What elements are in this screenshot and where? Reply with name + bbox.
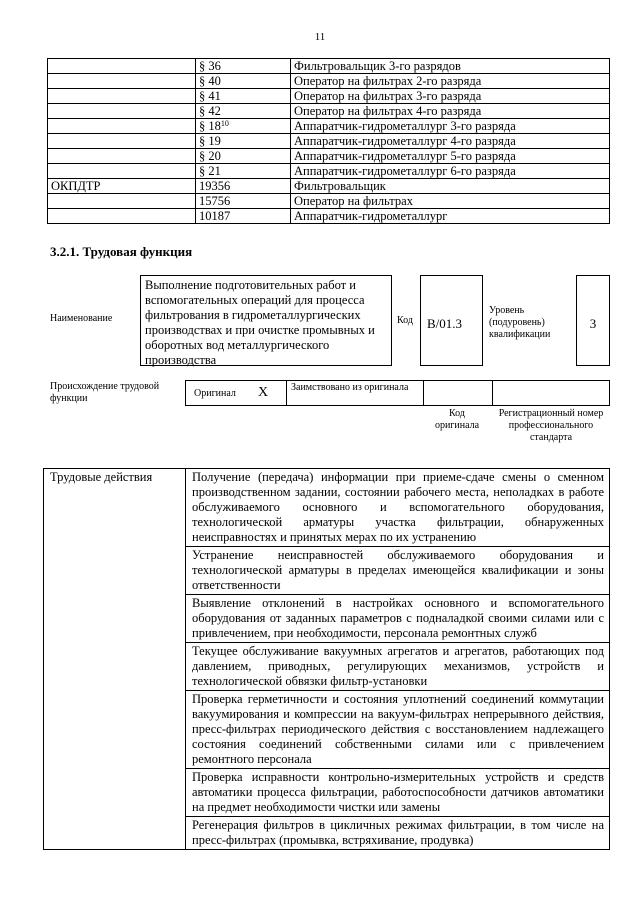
cell-text: 15756 <box>199 194 231 208</box>
cell-text: ОКПДТР <box>51 179 101 193</box>
cell-text: § 18 <box>199 119 221 133</box>
action-item: Проверка исправности контрольно-измерительных устройств и средств автоматики процесса фильтрации, работоспособности датчиков автоматики на предмет необходимости чистки или замены <box>186 769 610 817</box>
cell-text: § 20 <box>199 149 221 163</box>
cell-text: Аппаратчик-гидрометаллург <box>294 209 448 223</box>
code-cell <box>196 134 291 149</box>
cell-text: Оператор на фильтрах 4-го разряда <box>294 104 482 118</box>
cell-text: § 41 <box>199 89 221 103</box>
table-row <box>48 209 610 224</box>
classifier-cell <box>48 209 196 224</box>
code-cell <box>196 74 291 89</box>
title-cell <box>291 194 610 209</box>
cell-text: Фильтровальщик 3-го разрядов <box>294 59 461 73</box>
table-row <box>48 134 610 149</box>
code-cell <box>196 209 291 224</box>
title-cell <box>291 179 610 194</box>
title-cell <box>291 149 610 164</box>
page-number: 11 <box>314 31 326 43</box>
labour-actions-table <box>43 468 610 850</box>
cell-text: Оператор на фильтрах 2-го разряда <box>294 74 482 88</box>
level-box <box>576 275 610 366</box>
table-row <box>48 119 610 134</box>
cell-text: Оператор на фильтрах <box>294 194 413 208</box>
cell-text: § 42 <box>199 104 221 118</box>
code-box <box>420 275 483 366</box>
title-cell <box>291 209 610 224</box>
cell-text: 10187 <box>199 209 231 223</box>
action-item: Получение (передача) информации при приеме-сдаче смены о сменном производственном задании, состоянии рабочего места, неполадках в работе обслуживаемого основного и вспомогательного оборудования, технологической арматуры участка фильтрации, обнаруженных неисправностях и принятых мерах по их устранению <box>186 469 610 547</box>
code-cell <box>196 149 291 164</box>
code-cell <box>196 179 291 194</box>
classifier-cell <box>48 179 196 194</box>
code-cell <box>196 104 291 119</box>
code-cell <box>196 164 291 179</box>
code-cell <box>196 194 291 209</box>
origin-row <box>185 380 610 406</box>
title-cell <box>291 74 610 89</box>
classifier-cell <box>48 119 196 134</box>
function-name-text: Выполнение подготовительных работ и вспомогательных операций для процесса фильтрования в гидрометаллургических производствах и при очистке промывных и оборотных вод металлургического производства <box>145 278 375 367</box>
title-cell <box>291 134 610 149</box>
code-original-caption: Код оригинала <box>434 408 480 431</box>
cell-text: § 21 <box>199 164 221 178</box>
level-value: 3 <box>589 316 597 331</box>
function-name-box <box>140 275 392 366</box>
original-mark: X <box>258 385 269 400</box>
code-label: Код <box>397 315 413 326</box>
table-row <box>48 89 610 104</box>
cell-text: Аппаратчик-гидрометаллург 6-го разряда <box>294 164 516 178</box>
code-value: B/01.3 <box>427 316 463 331</box>
title-cell <box>291 119 610 134</box>
classifier-cell <box>48 104 196 119</box>
title-cell <box>291 89 610 104</box>
cell-text: Аппаратчик-гидрометаллург 3-го разряда <box>294 119 516 133</box>
cell-text: § 40 <box>199 74 221 88</box>
code-cell <box>196 89 291 104</box>
table-row <box>48 179 610 194</box>
cell-text: Аппаратчик-гидрометаллург 5-го разряда <box>294 149 516 163</box>
reg-number-caption: Регистрационный номер профессионального стандарта <box>498 408 604 443</box>
table-row <box>48 104 610 119</box>
title-cell <box>291 59 610 74</box>
action-item: Устранение неисправностей обслуживаемого оборудования и технологической арматуры в пределах имеющейся квалификации и зоны ответственности <box>186 547 610 595</box>
title-cell <box>291 164 610 179</box>
table-row <box>48 164 610 179</box>
classifier-cell <box>48 74 196 89</box>
table-row <box>48 194 610 209</box>
footnote-marker: 10 <box>220 119 229 128</box>
action-item: Текущее обслуживание вакуумных агрегатов и агрегатов, работающих под давлением, приводных, регулирующих механизмов, устройств и технологической обвязки фильтр-установки <box>186 643 610 691</box>
cell-text: 19356 <box>199 179 231 193</box>
section-heading: 3.2.1. Трудовая функция <box>50 244 193 259</box>
cell-text: Фильтровальщик <box>294 179 386 193</box>
classifier-cell <box>48 89 196 104</box>
classifier-cell <box>48 134 196 149</box>
code-cell <box>196 59 291 74</box>
cell-text: Оператор на фильтрах 3-го разряда <box>294 89 482 103</box>
code-cell <box>196 119 291 134</box>
classifier-cell <box>48 149 196 164</box>
origin-label: Происхождение трудовой функции <box>50 381 160 404</box>
table-row <box>48 74 610 89</box>
classifier-cell <box>48 59 196 74</box>
table-row <box>48 149 610 164</box>
classifier-cell <box>48 164 196 179</box>
level-label: Уровень (подуровень) квалификации <box>489 305 551 340</box>
action-item: Регенерация фильтров в цикличных режимах фильтрации, в том числе на пресс-фильтрах (промывка, встряхивание, продувка) <box>186 817 610 850</box>
borrowed-label: Заимствовано из оригинала <box>291 382 409 393</box>
title-cell <box>291 104 610 119</box>
action-item: Выявление отклонений в настройках основного и вспомогательного оборудования от заданных параметров с подналадкой своими силами или с привлечением, при необходимости, персонала ремонтных служб <box>186 595 610 643</box>
table-row <box>48 59 610 74</box>
classifier-cell <box>48 194 196 209</box>
cell-text: § 19 <box>199 134 221 148</box>
cell-text: § 36 <box>199 59 221 73</box>
cell-text: Аппаратчик-гидрометаллург 4-го разряда <box>294 134 516 148</box>
actions-label: Трудовые действия <box>44 469 186 850</box>
name-label: Наименование <box>50 313 113 324</box>
action-item: Проверка герметичности и состояния уплотнений соединений коммутации вакуумирования и компрессии на вакуум-фильтрах непрерывного действия, пресс-фильтрах периодического действия с восстановлением надлежащего состояния соединений собственными силами или с привлечением ремонтного персонала <box>186 691 610 769</box>
original-label: Оригинал <box>194 388 236 399</box>
action-row <box>44 469 610 547</box>
classification-table <box>47 58 610 224</box>
